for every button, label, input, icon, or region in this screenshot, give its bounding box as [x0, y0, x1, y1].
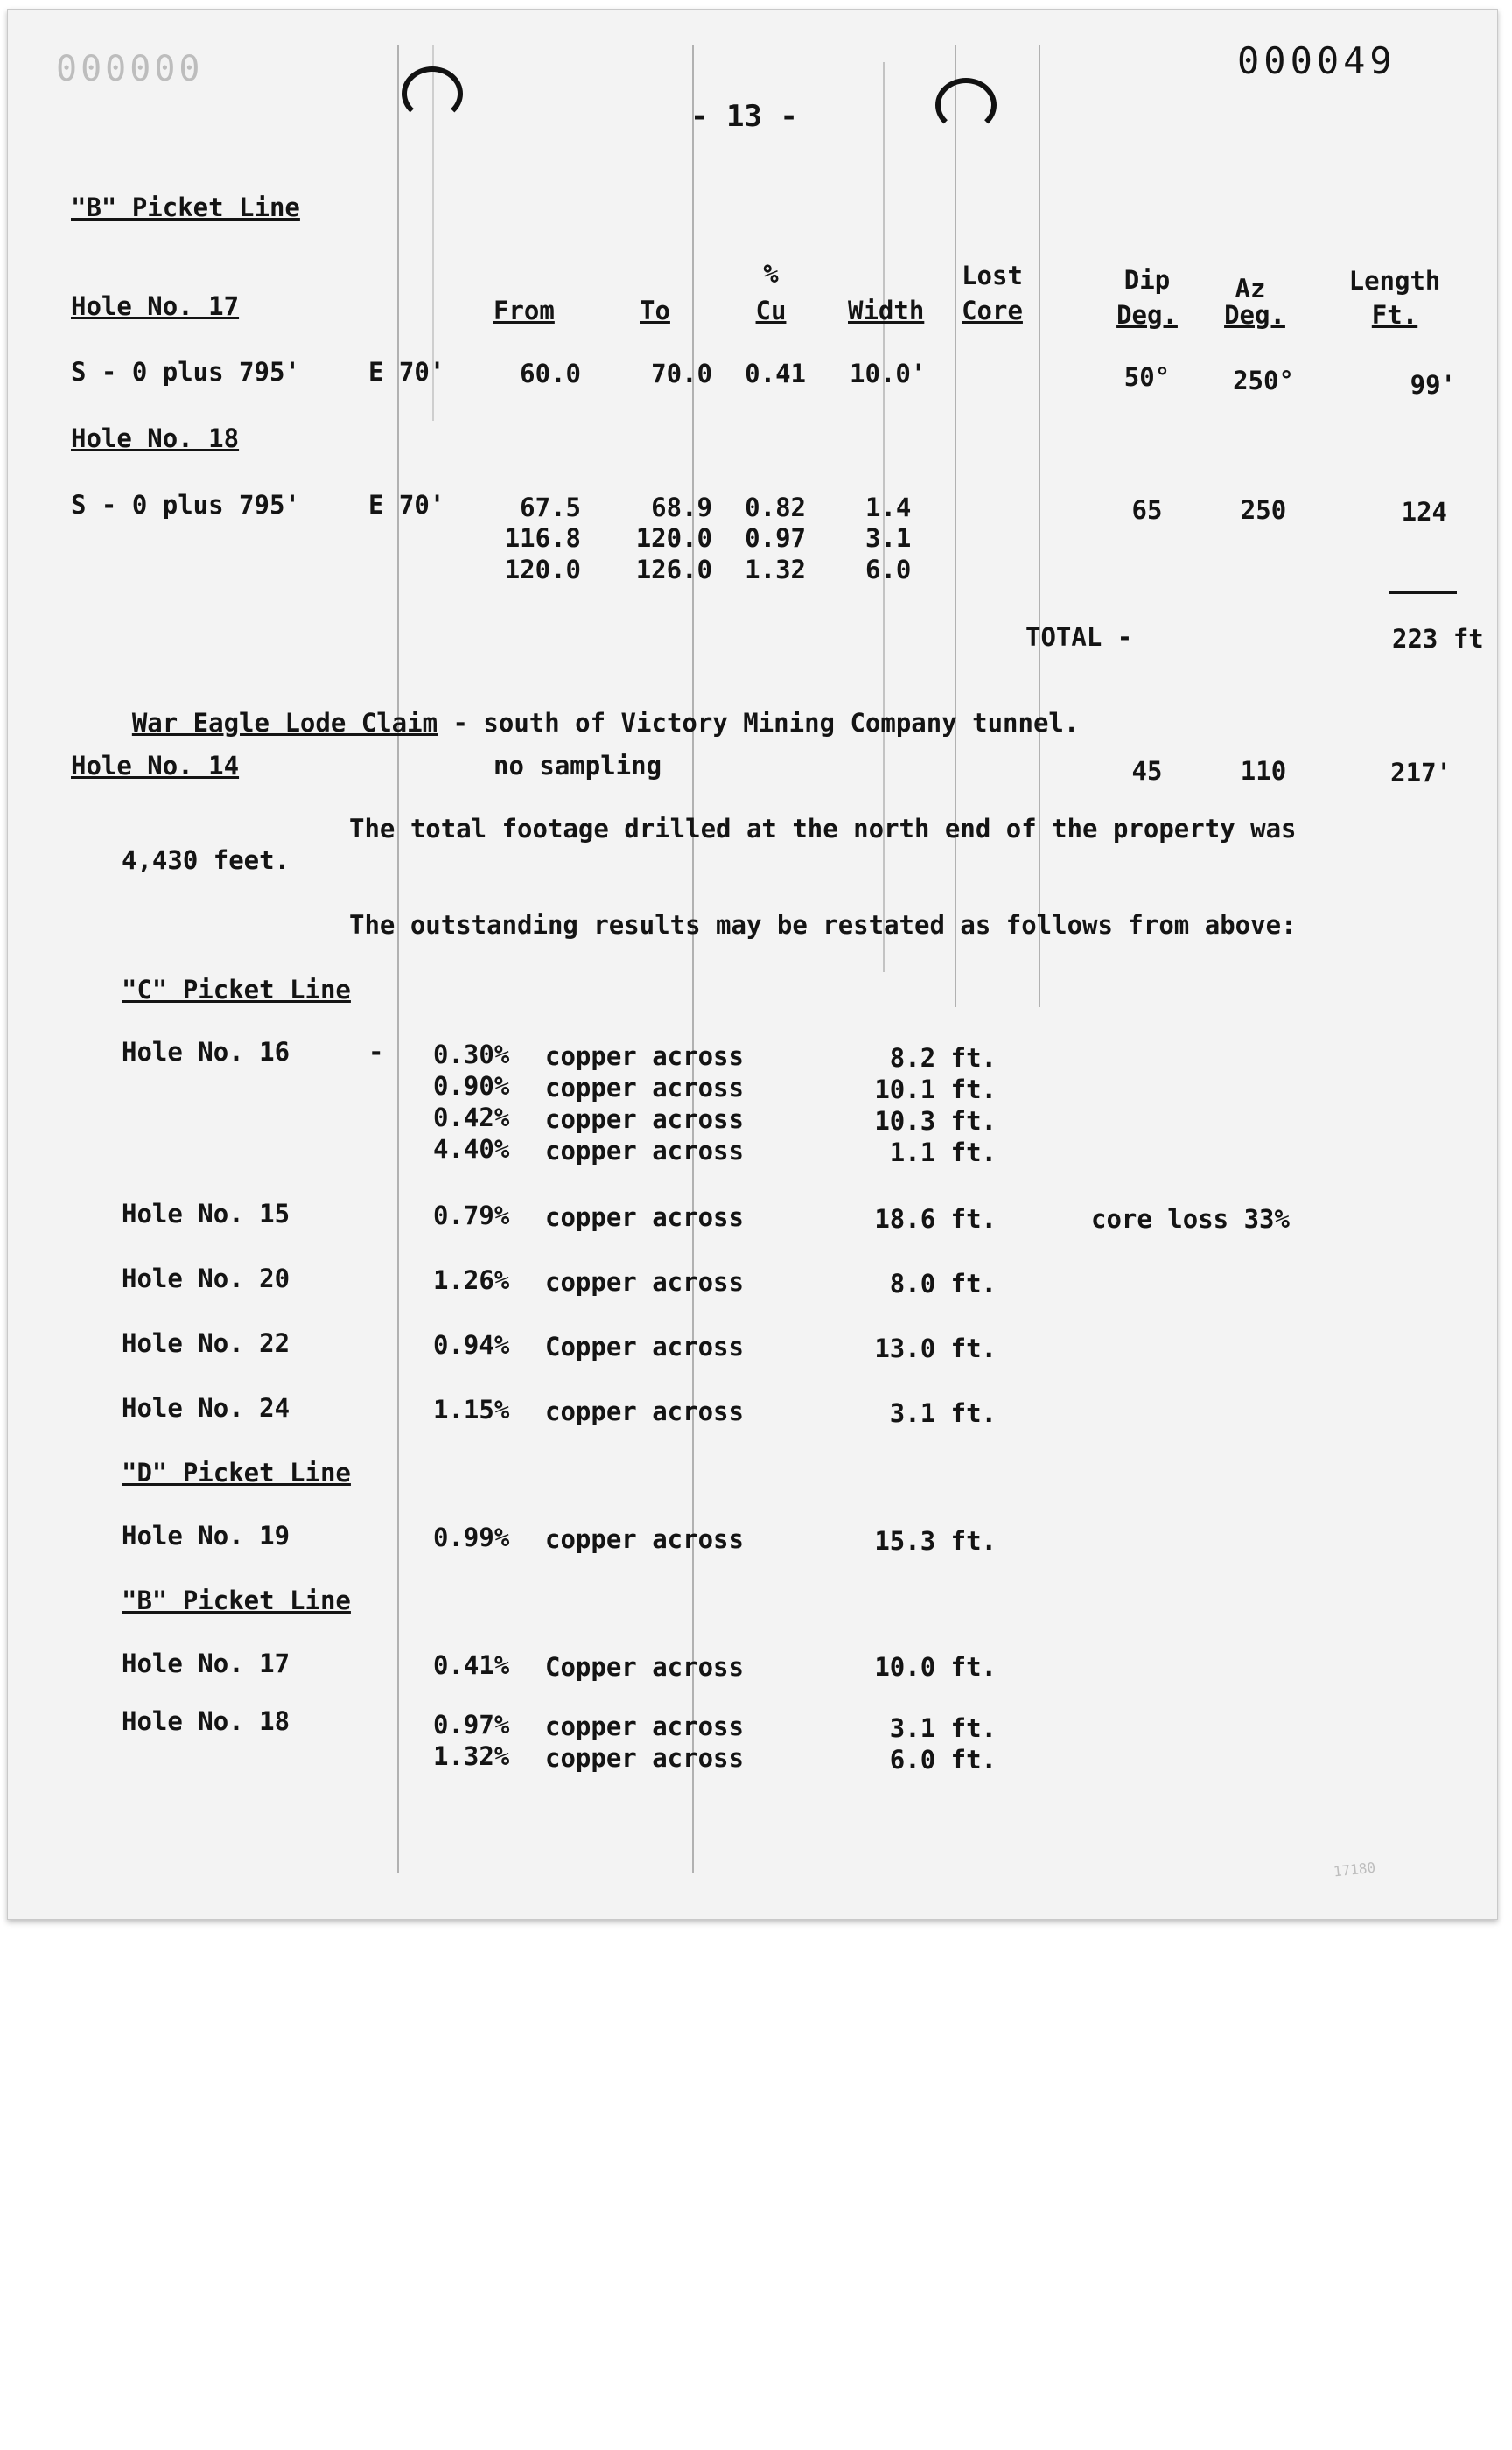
- war-eagle-subtitle: - south of Victory Mining Company tunnel.: [438, 708, 1080, 738]
- hole-16-pct: 0.42%: [433, 1102, 510, 1132]
- scan-line: [692, 45, 694, 1873]
- hole-20-ft: 8.0 ft.: [889, 1269, 997, 1298]
- hole-24-label: Hole No. 24: [122, 1393, 290, 1423]
- header-width: Width: [848, 296, 925, 326]
- hole-16-label: Hole No. 16: [122, 1037, 290, 1067]
- document-number: 000049: [1237, 39, 1396, 82]
- header-from: From: [494, 296, 555, 326]
- hole-14-az: 110: [1240, 756, 1287, 786]
- paragraph-outstanding-results: The outstanding results may be restated as follows from above:: [349, 910, 1297, 940]
- hole-24-ft: 3.1 ft.: [889, 1398, 997, 1428]
- header-length: Length: [1348, 266, 1441, 296]
- hole-20-pct: 1.26%: [433, 1265, 510, 1295]
- paragraph-total-footage-end: 4,430 feet.: [122, 845, 290, 875]
- hole-17-cu: 0.41: [745, 359, 806, 388]
- hole-18-width: 3.1: [865, 523, 912, 553]
- hole-17-direction: E 70': [368, 357, 445, 387]
- header-cu: Cu: [755, 296, 787, 326]
- hole-15-note: core loss 33%: [1091, 1204, 1290, 1234]
- hole-19-pct: 0.99%: [433, 1522, 510, 1552]
- header-az: Az: [1235, 274, 1266, 304]
- hole-15-text: copper across: [545, 1202, 744, 1232]
- section-title-b-picket-line: "B" Picket Line: [71, 192, 300, 222]
- hole-14-length: 217': [1390, 758, 1452, 788]
- punch-hole-icon: [402, 66, 463, 121]
- scan-line: [1039, 45, 1040, 1007]
- hole-16-text: copper across: [545, 1104, 744, 1134]
- hole-16-ft: 8.2 ft.: [889, 1043, 997, 1073]
- hole-17-dip: 50°: [1124, 362, 1171, 392]
- hole-18-cu: 0.82: [745, 493, 806, 522]
- hole-16-text: copper across: [545, 1041, 744, 1071]
- hole-24-pct: 1.15%: [433, 1395, 510, 1424]
- hole-17-summary-text: Copper across: [545, 1652, 744, 1682]
- hole-16-text: copper across: [545, 1073, 744, 1102]
- hole-17-location: S - 0 plus 795': [71, 357, 300, 387]
- hole-18-cu: 0.97: [745, 523, 806, 553]
- hole-14-title: Hole No. 14: [71, 751, 240, 780]
- hole-18-title: Hole No. 18: [71, 424, 240, 453]
- hole-22-ft: 13.0 ft.: [874, 1334, 997, 1363]
- hole-17-to: 70.0: [651, 359, 712, 388]
- section-title-d-picket-line: "D" Picket Line: [122, 1458, 351, 1488]
- header-to: To: [640, 296, 670, 326]
- hole-18-location: S - 0 plus 795': [71, 490, 300, 520]
- total-value: 223 ft: [1392, 624, 1484, 654]
- hole-18-width: 6.0: [865, 555, 912, 584]
- hole-17-summary-ft: 10.0 ft.: [874, 1652, 997, 1682]
- hole-17-width: 10.0': [850, 359, 927, 388]
- hole-18-to: 126.0: [635, 555, 712, 584]
- hole-14-dip: 45: [1131, 756, 1163, 786]
- footer-mark: 17180: [1333, 1858, 1376, 1880]
- war-eagle-heading: [71, 685, 1079, 761]
- hole-18-summary-text: copper across: [545, 1712, 744, 1741]
- hole-17-length: 99': [1410, 370, 1456, 400]
- hole-22-pct: 0.94%: [433, 1330, 510, 1360]
- hole-17-summary-pct: 0.41%: [433, 1650, 510, 1680]
- hole-17-az: 250°: [1233, 366, 1294, 396]
- hole-16-pct: 0.30%: [433, 1040, 510, 1069]
- section-title-b-picket-line-summary: "B" Picket Line: [122, 1586, 351, 1615]
- header-length-ft: Ft.: [1371, 300, 1418, 330]
- hole-22-label: Hole No. 22: [122, 1328, 290, 1358]
- hole-16-ft: 1.1 ft.: [889, 1138, 997, 1167]
- header-dip-deg: Deg.: [1116, 300, 1178, 330]
- hole-17-title: Hole No. 17: [71, 291, 240, 321]
- faint-stamp: 000000: [56, 49, 204, 89]
- hole-20-label: Hole No. 20: [122, 1264, 290, 1293]
- hole-15-pct: 0.79%: [433, 1200, 510, 1230]
- punch-hole-icon: [935, 78, 997, 132]
- hole-18-cu: 1.32: [745, 555, 806, 584]
- hole-16-pct: 0.90%: [433, 1071, 510, 1101]
- hole-17-summary-label: Hole No. 17: [122, 1648, 290, 1678]
- hole-20-text: copper across: [545, 1267, 744, 1297]
- hole-15-ft: 18.6 ft.: [874, 1204, 997, 1234]
- total-rule: [1389, 592, 1457, 594]
- hole-18-width: 1.4: [865, 493, 912, 522]
- hole-22-text: Copper across: [545, 1332, 744, 1362]
- hole-19-text: copper across: [545, 1524, 744, 1554]
- hole-17-from: 60.0: [520, 359, 581, 388]
- document-page: [7, 9, 1498, 1920]
- scan-line: [955, 45, 956, 1007]
- hole-16-ft: 10.3 ft.: [874, 1106, 997, 1136]
- hole-18-summary-pct: 1.32%: [433, 1741, 510, 1771]
- scan-line: [397, 45, 399, 1873]
- hole-18-summary-ft: 3.1 ft.: [889, 1713, 997, 1743]
- hole-18-from: 67.5: [520, 493, 581, 522]
- hole-19-label: Hole No. 19: [122, 1521, 290, 1550]
- hole-18-dip: 65: [1131, 495, 1163, 525]
- hole-18-summary-text: copper across: [545, 1743, 744, 1773]
- hole-18-summary-label: Hole No. 18: [122, 1706, 290, 1736]
- hole-18-direction: E 70': [368, 490, 445, 520]
- header-core: Core: [962, 296, 1023, 326]
- hole-18-az: 250: [1240, 495, 1287, 525]
- hole-18-summary-ft: 6.0 ft.: [889, 1745, 997, 1774]
- hole-18-to: 68.9: [651, 493, 712, 522]
- header-az-deg: Deg.: [1224, 300, 1285, 330]
- section-title-c-picket-line: "C" Picket Line: [122, 975, 351, 1004]
- hole-24-text: copper across: [545, 1396, 744, 1426]
- header-lost: Lost: [962, 261, 1023, 290]
- hole-19-ft: 15.3 ft.: [874, 1526, 997, 1556]
- war-eagle-title: War Eagle Lode Claim: [131, 708, 438, 738]
- hole-16-dash: -: [368, 1037, 384, 1067]
- hole-18-from: 116.8: [504, 523, 581, 553]
- header-dip: Dip: [1124, 265, 1171, 295]
- paragraph-total-footage: The total footage drilled at the north end of the property was: [349, 814, 1297, 844]
- hole-16-pct: 4.40%: [433, 1134, 510, 1164]
- hole-15-label: Hole No. 15: [122, 1199, 290, 1228]
- page-number: - 13 -: [690, 99, 798, 134]
- hole-18-to: 120.0: [635, 523, 712, 553]
- hole-18-from: 120.0: [504, 555, 581, 584]
- total-label: TOTAL -: [1026, 622, 1133, 652]
- hole-16-ft: 10.1 ft.: [874, 1074, 997, 1104]
- hole-14-note: no sampling: [494, 751, 662, 780]
- header-pct: %: [763, 259, 779, 289]
- hole-16-text: copper across: [545, 1136, 744, 1166]
- hole-18-summary-pct: 0.97%: [433, 1710, 510, 1740]
- hole-18-length: 124: [1401, 497, 1447, 527]
